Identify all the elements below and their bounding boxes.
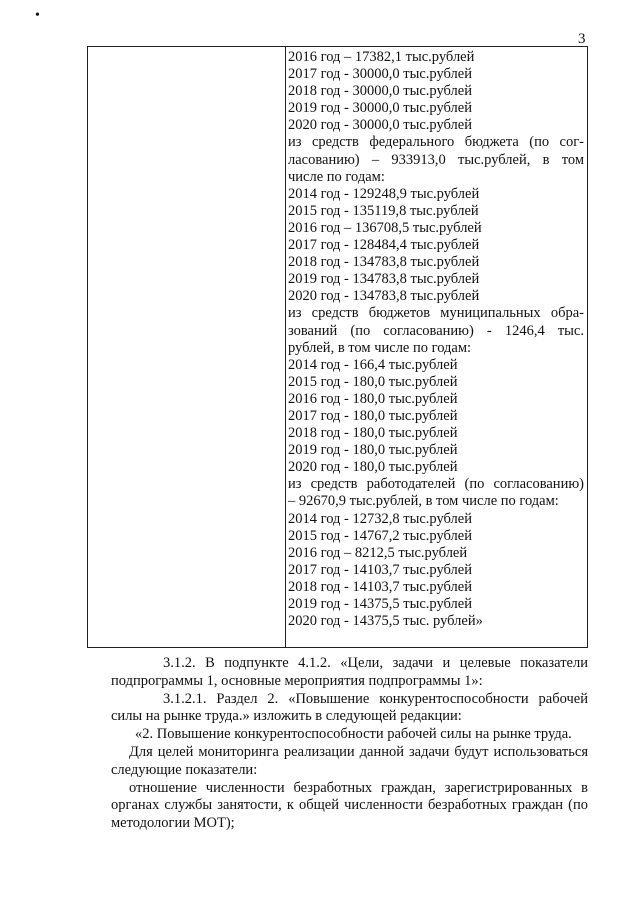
scan-mark: •	[35, 8, 40, 23]
paragraph-3-1-2-1: 3.1.2.1. Раздел 2. «Повышение конкурентоспособности рабочей силы на рынке труда.» изложить в следующей редакции:	[111, 690, 588, 725]
table-line: 2017 год - 128484,4 тыс.рублей	[288, 237, 480, 254]
table-line: 2016 год – 17382,1 тыс.рублей	[288, 49, 475, 65]
table-line: числе по годам:	[288, 168, 385, 185]
table-line: 2020 год - 134783,8 тыс.рублей	[288, 288, 480, 305]
page-number: 3	[578, 31, 586, 47]
table-line: 2016 год – 8212,5 тыс.рублей	[288, 544, 468, 561]
table-line: 2014 год - 166,4 тыс.рублей	[288, 356, 458, 373]
table-column-divider	[285, 47, 286, 647]
table-line: 2019 год - 180,0 тыс.рублей	[288, 442, 458, 459]
table-line: – 92670,9 тыс.рублей, в том числе по годам:	[288, 493, 559, 510]
table-line: 2020 год - 180,0 тыс.рублей	[288, 459, 458, 476]
table-line: 2014 год - 12732,8 тыс.рублей	[288, 510, 472, 527]
table-line: 2015 год - 14767,2 тыс.рублей	[288, 527, 472, 544]
table-right-column	[288, 49, 584, 630]
table-line: 2017 год - 14103,7 тыс.рублей	[288, 561, 472, 578]
table-line: 2015 год - 180,0 тыс.рублей	[288, 373, 458, 390]
table-line: 2020 год - 14375,5 тыс. рублей»	[288, 613, 483, 630]
table-line: 2018 год - 30000,0 тыс.рублей	[288, 83, 472, 100]
table-line: 2016 год – 136708,5 тыс.рублей	[288, 219, 482, 236]
table-line: 2018 год - 134783,8 тыс.рублей	[288, 254, 480, 271]
paragraph-3-1-2: 3.1.2. В подпункте 4.1.2. «Цели, задачи и целевые показатели подпрограммы 1, основные мероприятия подпрограммы 1»:	[111, 655, 588, 689]
paragraph-section-2-title: «2. Повышение конкурентоспособности рабочей силы на рынке труда.	[135, 726, 572, 743]
table-line: 2020 год - 30000,0 тыс.рублей	[288, 117, 472, 134]
table-line: 2017 год - 30000,0 тыс.рублей	[288, 66, 472, 83]
table-line: 2019 год - 30000,0 тыс.рублей	[288, 100, 472, 117]
table-line: из средств бюджетов муниципальных обра-	[288, 305, 584, 322]
table-line: из средств работодателей (по согласованию)	[288, 476, 584, 493]
table-line: 2019 год - 14375,5 тыс.рублей	[288, 596, 472, 612]
table-line: 2014 год - 129248,9 тыс.рублей	[288, 185, 480, 202]
table-line: из средств федерального бюджета (по сог-	[288, 134, 584, 151]
table-line: 2018 год - 14103,7 тыс.рублей	[288, 578, 472, 595]
table-line: 2016 год - 180,0 тыс.рублей	[288, 390, 458, 407]
paragraph-indicator: отношение численности безработных граждан, зарегистрированных в органах службы занятости, к общей численности безработных граждан (по методологии МОТ);	[111, 779, 588, 832]
table-line: 2019 год - 134783,8 тыс.рублей	[288, 271, 480, 288]
table-line: ласованию) – 933913,0 тыс.рублей, в том	[288, 151, 584, 168]
body-text	[111, 655, 588, 833]
paragraph-monitoring: Для целей мониторинга реализации данной задачи будут использоваться следующие показатели:	[111, 743, 588, 778]
table-line: 2018 год - 180,0 тыс.рублей	[288, 425, 458, 442]
table-line: рублей, в том числе по годам:	[288, 339, 472, 356]
table-line: 2015 год - 135119,8 тыс.рублей	[288, 202, 479, 219]
funding-table	[87, 46, 588, 648]
table-line: 2017 год - 180,0 тыс.рублей	[288, 407, 458, 424]
table-line: зований (по согласованию) - 1246,4 тыс.	[288, 322, 584, 339]
